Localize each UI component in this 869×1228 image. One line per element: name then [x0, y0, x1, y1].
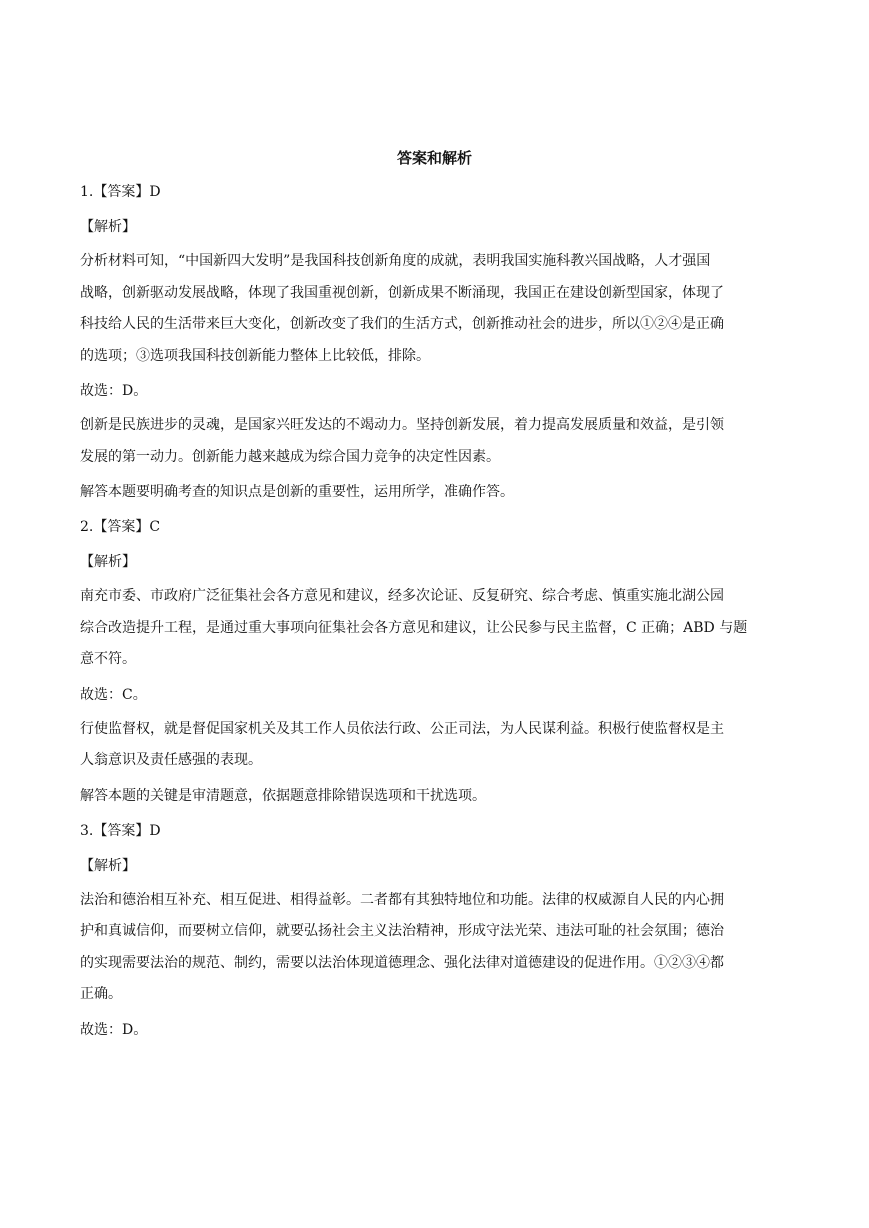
analysis-line: 分析材料可知，“中国新四大发明”是我国科技创新角度的成就，表明我国实施科教兴国战略，人才强国 — [80, 253, 711, 269]
analysis-line: 战略，创新驱动发展战略，体现了我国重视创新，创新成果不断涌现，我国正在建设创新型国家，体现了 — [80, 284, 724, 301]
tip-text: 解答本题要明确考查的知识点是创新的重要性，运用所学，准确作答。 — [80, 484, 514, 500]
choice-text: 故选：D。 — [80, 1021, 148, 1038]
analysis-line: 意不符。 — [80, 651, 136, 667]
analysis-label: 【解析】 — [80, 554, 136, 570]
analysis-text — [80, 885, 789, 1011]
note-line: 人翁意识及责任感强的表现。 — [80, 752, 262, 768]
analysis-line: 综合改造提升工程，是通过重大事项向征集社会各方意见和建议，让公民参与民主监督，C 正确；ABD 与题 — [80, 619, 748, 636]
tip-text: 解答本题的关键是审清题意，依据题意排除错误选项和干扰选项。 — [80, 787, 486, 804]
answer-label: 3.【答案】D — [80, 822, 161, 839]
choice-text: 故选：C。 — [80, 686, 147, 703]
answer-label: 1.【答案】D — [80, 184, 161, 200]
question-3 — [80, 821, 789, 1040]
note-line: 行使监督权，就是督促国家机关及其工作人员依法行政、公正司法，为人民谋利益。积极行使监督权是主 — [80, 720, 724, 737]
analysis-line: 护和真诚信仰，而要树立信仰，就要弘扬社会主义法治精神，形成守法光荣、违法可耻的社会氛围；德治 — [80, 923, 724, 939]
analysis-line: 的选项；③选项我国科技创新能力整体上比较低，排除。 — [80, 347, 430, 364]
analysis-label: 【解析】 — [80, 857, 136, 874]
analysis-line: 的实现需要法治的规范、制约，需要以法治体现道德理念、强化法律对道德建设的促进作用。①②③④都 — [80, 954, 724, 971]
analysis-line: 法治和德治相互补充、相互促进、相得益彰。二者都有其独特地位和功能。法律的权威源自人民的内心拥 — [80, 891, 724, 908]
note-text — [80, 410, 789, 473]
question-2 — [80, 517, 789, 806]
analysis-text — [80, 581, 789, 676]
analysis-line: 正确。 — [80, 986, 122, 1002]
note-line: 发展的第一动力。创新能力越来越成为综合国力竞争的决定性因素。 — [80, 448, 500, 465]
analysis-line: 南充市委、市政府广泛征集社会各方意见和建议，经多次论证、反复研究、综合考虑、慎重实施北湖公园 — [80, 588, 724, 604]
analysis-text — [80, 246, 789, 372]
note-text — [80, 714, 789, 777]
analysis-label: 【解析】 — [80, 219, 136, 235]
answer-label: 2.【答案】C — [80, 519, 161, 535]
question-1 — [80, 182, 789, 502]
note-line: 创新是民族进步的灵魂，是国家兴旺发达的不竭动力。坚持创新发展，着力提高发展质量和效益，是引领 — [80, 417, 724, 433]
analysis-line: 科技给人民的生活带来巨大变化，创新改变了我们的生活方式，创新推动社会的进步，所以①②④是正确 — [80, 316, 724, 332]
page-title: 答案和解析 — [396, 149, 472, 167]
choice-text: 故选：D。 — [80, 383, 148, 399]
